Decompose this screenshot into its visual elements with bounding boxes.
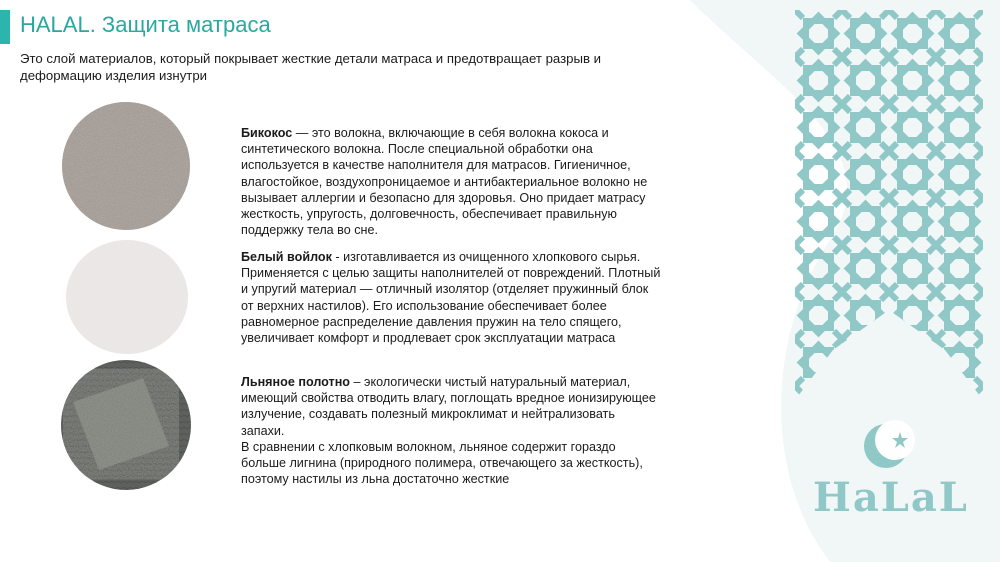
linen-cloth-image (61, 360, 191, 490)
bicocos-name: Бикокос (241, 126, 293, 140)
linen-text: – экологически чистый натуральный материал, имеющий свойства отводить влагу, поглощать вредное ионизирующее излучение, создавать полезный микроклимат и нейтрализовать запахи. (241, 375, 656, 438)
islamic-ornament-pattern (795, 10, 983, 400)
bicocos-description (241, 125, 661, 238)
white-felt-text: - изготавливается из очищенного хлопкового сырья. Применяется с целью защиты наполнителей от повреждений. Плотный и упругий материал — отличный изолятор (отделяет пружинный блок от верхних настилов). Его использование обеспечивает более равномерное распределение давления пружин на тело спящего, увеличивает комфорт и продлевает срок эксплуатации матраса (241, 250, 661, 346)
bicocos-image (62, 102, 190, 230)
white-felt-image (66, 240, 188, 354)
title-accent-bar (0, 10, 10, 44)
white-felt-description (241, 249, 661, 346)
white-felt-name: Белый войлок (241, 250, 332, 264)
crescent-star-icon (806, 420, 976, 480)
page-subtitle: Это слой материалов, который покрывает жесткие детали матраса и предотвращает разрыв и деформацию изделия изнутри (20, 51, 602, 83)
linen-name: Льняное полотно (241, 375, 351, 389)
halal-logo-text: HaLaL (813, 474, 969, 521)
bicocos-text: — это волокна, включающие в себя волокна кокоса и синтетического волокна. После специальной обработки она используется в качестве наполнителя для матрасов. Гигиеничное, влагостойкое, воздухопроницаемое и антибактериальное волокно не вызывает аллергии и безопасно для здоровья. Оно придает матрасу жесткость, упругость, долговечность, обеспечивает правильную поддержку тела во сне. (241, 126, 648, 238)
linen-description (241, 374, 661, 487)
halal-logo (806, 420, 976, 530)
page-title: HALAL. Защита матраса (20, 12, 271, 37)
linen-extra-text: В сравнении с хлопковым волокном, льняное содержит гораздо больше лигнина (природного полимера, отвечающего за жесткость), поэтому настилы из льна достаточно жесткие (241, 439, 643, 487)
